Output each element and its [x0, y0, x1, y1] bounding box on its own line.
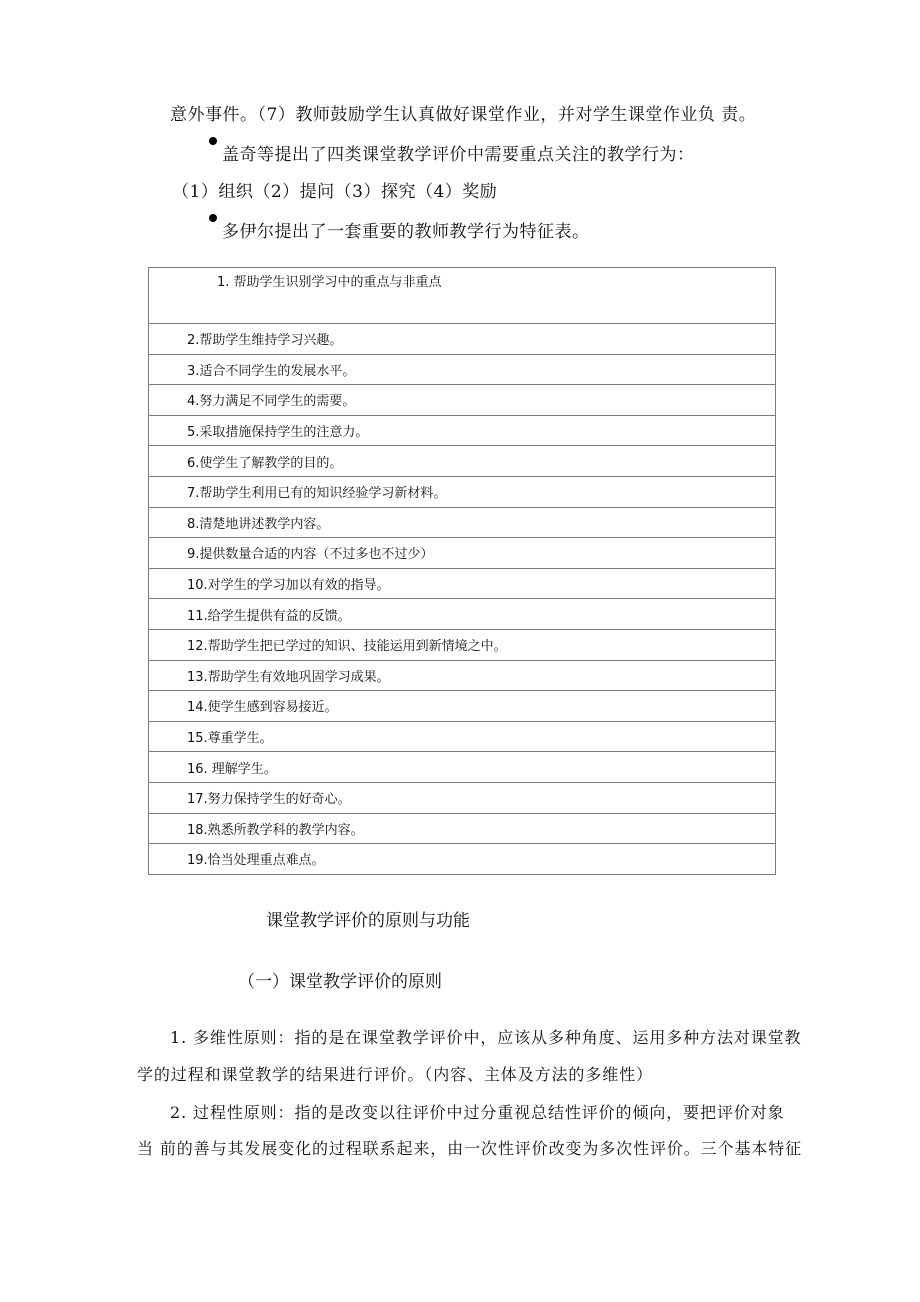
table-row	[149, 629, 776, 660]
table-row	[149, 752, 776, 783]
table-cell: 11.给学生提供有益的反馈。	[149, 599, 776, 630]
table-row	[149, 660, 776, 691]
table-cell: 19.恰当处理重点难点。	[149, 844, 776, 875]
principle-2-line-2: 当 前的善与其发展变化的过程联系起来，由一次性评价改变为多次性评价。三个基本特征	[137, 1139, 803, 1158]
table-row	[149, 568, 776, 599]
table-cell: 6.使学生了解教学的目的。	[149, 446, 776, 477]
table-cell: 4.努力满足不同学生的需要。	[149, 385, 776, 416]
table-cell: 13.帮助学生有效地巩固学习成果。	[149, 660, 776, 691]
principle-2-line-1: 2. 过程性原则：指的是改变以往评价中过分重视总结性评价的倾向，要把评价对象	[170, 1103, 785, 1122]
section-subtitle: （一）课堂教学评价的原则	[238, 972, 442, 992]
table-cell: 14.使学生感到容易接近。	[149, 691, 776, 722]
table-row	[149, 782, 776, 813]
table-row	[149, 599, 776, 630]
table-row	[149, 415, 776, 446]
table-cell: 8.清楚地讲述教学内容。	[149, 507, 776, 538]
paragraph-line-2: 盖奇等提出了四类课堂教学评价中需要重点关注的教学行为：	[222, 145, 695, 165]
table-cell: 9.提供数量合适的内容（不过多也不过少）	[149, 538, 776, 569]
bullet-icon	[209, 137, 217, 145]
table-row	[149, 268, 776, 324]
paragraph-line-4: 多伊尔提出了一套重要的教师教学行为特征表。	[222, 222, 590, 242]
teacher-behavior-table	[148, 267, 776, 875]
table-cell: 17.努力保持学生的好奇心。	[149, 782, 776, 813]
table-cell: 2.帮助学生维持学习兴趣。	[149, 324, 776, 355]
paragraph-line-3: （1）组织（2）提问（3）探究（4）奖励	[172, 182, 498, 202]
table-row	[149, 354, 776, 385]
table-row	[149, 385, 776, 416]
table-cell: 3.适合不同学生的发展水平。	[149, 354, 776, 385]
bullet-icon	[209, 214, 217, 222]
table-cell: 10.对学生的学习加以有效的指导。	[149, 568, 776, 599]
table-row	[149, 813, 776, 844]
table-cell: 5.采取措施保持学生的注意力。	[149, 415, 776, 446]
table-row	[149, 721, 776, 752]
table-cell: 1. 帮助学生识别学习中的重点与非重点	[149, 268, 776, 324]
table-row	[149, 844, 776, 875]
section-title: 课堂教学评价的原则与功能	[266, 911, 470, 931]
table-row	[149, 446, 776, 477]
table-row	[149, 538, 776, 569]
table-cell: 16. 理解学生。	[149, 752, 776, 783]
table-row	[149, 476, 776, 507]
paragraph-line-1: 意外事件。（7）教师鼓励学生认真做好课堂作业，并对学生课堂作业负 责。	[170, 105, 757, 125]
table-cell: 12.帮助学生把已学过的知识、技能运用到新情境之中。	[149, 629, 776, 660]
table-row	[149, 507, 776, 538]
principle-1-line-2: 学的过程和课堂教学的结果进行评价。（内容、主体及方法的多维性）	[137, 1065, 653, 1084]
table-cell: 7.帮助学生利用已有的知识经验学习新材料。	[149, 476, 776, 507]
table-cell: 15.尊重学生。	[149, 721, 776, 752]
principle-1-line-1: 1. 多维性原则：指的是在课堂教学评价中，应该从多种角度、运用多种方法对课堂教	[170, 1028, 802, 1047]
table-cell: 18.熟悉所教学科的教学内容。	[149, 813, 776, 844]
table-row	[149, 691, 776, 722]
table-row	[149, 324, 776, 355]
